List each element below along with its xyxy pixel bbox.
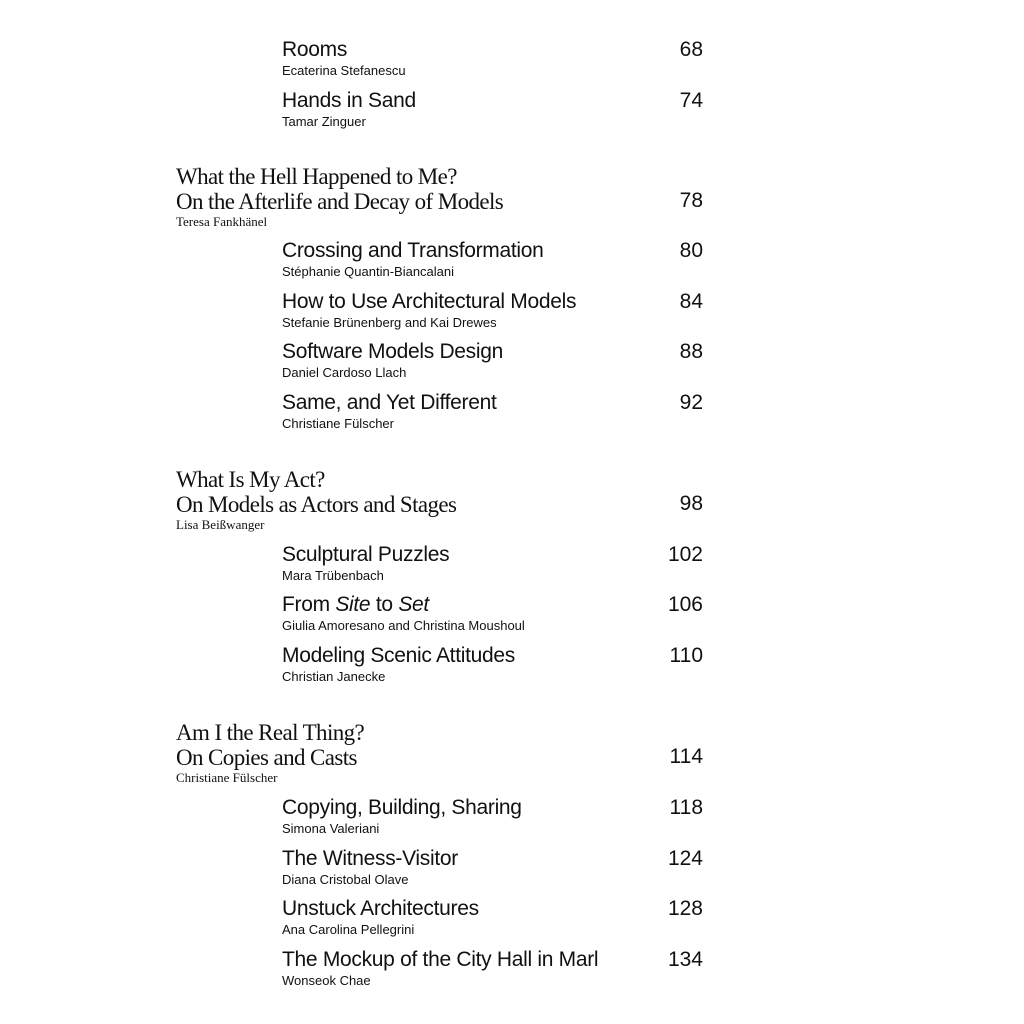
section-title-line2: On Models as Actors and Stages bbox=[176, 492, 457, 517]
entry-title: Modeling Scenic Attitudes bbox=[282, 644, 515, 667]
entry-author: Christiane Fülscher bbox=[282, 416, 394, 431]
entry-author: Tamar Zinguer bbox=[282, 114, 366, 129]
entry-page-number: 134 bbox=[667, 948, 703, 971]
entry-page-number: 92 bbox=[679, 391, 703, 414]
toc-entry bbox=[282, 593, 703, 634]
entry-title: The Mockup of the City Hall in Marl bbox=[282, 948, 599, 971]
entry-title-italic: Site bbox=[335, 593, 371, 616]
entry-title: Rooms bbox=[282, 38, 348, 61]
entry-title bbox=[282, 593, 703, 617]
entry-author: Wonseok Chae bbox=[282, 973, 371, 988]
section-author: Teresa Fankhänel bbox=[176, 214, 268, 229]
entry-title-part: From bbox=[282, 593, 336, 616]
toc-entry bbox=[282, 89, 703, 130]
toc-entry bbox=[282, 847, 703, 888]
section-heading bbox=[176, 467, 703, 533]
section-title-line1: Am I the Real Thing? bbox=[176, 720, 365, 745]
toc-entry bbox=[282, 239, 703, 280]
entry-author: Ana Carolina Pellegrini bbox=[282, 922, 415, 937]
toc-entry bbox=[282, 340, 703, 381]
entry-title: How to Use Architectural Models bbox=[282, 290, 577, 313]
entry-page-number: 128 bbox=[667, 897, 703, 920]
section-author: Lisa Beißwanger bbox=[176, 517, 265, 532]
section-title-line1: What Is My Act? bbox=[176, 467, 325, 492]
entry-author: Stefanie Brünenberg and Kai Drewes bbox=[282, 315, 497, 330]
toc-entry bbox=[282, 644, 703, 685]
entry-page-number: 102 bbox=[667, 543, 703, 566]
entry-page-number: 124 bbox=[667, 847, 703, 870]
section-heading bbox=[176, 164, 703, 230]
section-title-line1: What the Hell Happened to Me? bbox=[176, 164, 457, 189]
toc-entry bbox=[282, 948, 703, 989]
entry-title-part: to bbox=[370, 593, 399, 616]
entry-title: Sculptural Puzzles bbox=[282, 543, 450, 566]
entry-author: Christian Janecke bbox=[282, 669, 386, 684]
toc-entry bbox=[282, 290, 703, 331]
toc-entry bbox=[282, 543, 703, 584]
entry-page-number: 74 bbox=[679, 89, 703, 112]
section-title-line2: On Copies and Casts bbox=[176, 745, 357, 770]
entry-page-number: 118 bbox=[669, 796, 703, 819]
entry-page-number: 106 bbox=[667, 593, 703, 616]
entry-title: The Witness-Visitor bbox=[282, 847, 458, 870]
entry-author: Mara Trübenbach bbox=[282, 568, 384, 583]
entry-page-number: 80 bbox=[679, 239, 703, 262]
entry-page-number: 110 bbox=[669, 644, 703, 667]
section-page-number: 114 bbox=[669, 745, 703, 768]
toc-entry bbox=[282, 897, 703, 938]
entry-title: Software Models Design bbox=[282, 340, 504, 363]
entry-title: Crossing and Transformation bbox=[282, 239, 544, 262]
section-heading bbox=[176, 720, 703, 786]
entry-author: Daniel Cardoso Llach bbox=[282, 365, 407, 380]
toc-entry bbox=[282, 391, 703, 432]
entry-author: Giulia Amoresano and Christina Moushoul bbox=[282, 618, 525, 633]
entry-page-number: 88 bbox=[679, 340, 703, 363]
entry-page-number: 84 bbox=[679, 290, 703, 313]
entry-author: Simona Valeriani bbox=[282, 821, 380, 836]
entry-author: Stéphanie Quantin-Biancalani bbox=[282, 264, 455, 279]
entry-author: Ecaterina Stefanescu bbox=[282, 63, 406, 78]
entry-title-italic: Set bbox=[398, 593, 429, 616]
entry-author: Diana Cristobal Olave bbox=[282, 872, 409, 887]
entry-title: Unstuck Architectures bbox=[282, 897, 479, 920]
section-page-number: 78 bbox=[679, 189, 703, 212]
entry-title: Copying, Building, Sharing bbox=[282, 796, 522, 819]
entry-page-number: 68 bbox=[679, 38, 703, 61]
section-author: Christiane Fülscher bbox=[176, 770, 278, 785]
section-title-line2: On the Afterlife and Decay of Models bbox=[176, 189, 504, 214]
section-page-number: 98 bbox=[679, 492, 703, 515]
toc-entry bbox=[282, 38, 703, 79]
toc-entry bbox=[282, 796, 703, 837]
entry-title: Hands in Sand bbox=[282, 89, 416, 112]
entry-title: Same, and Yet Different bbox=[282, 391, 497, 414]
